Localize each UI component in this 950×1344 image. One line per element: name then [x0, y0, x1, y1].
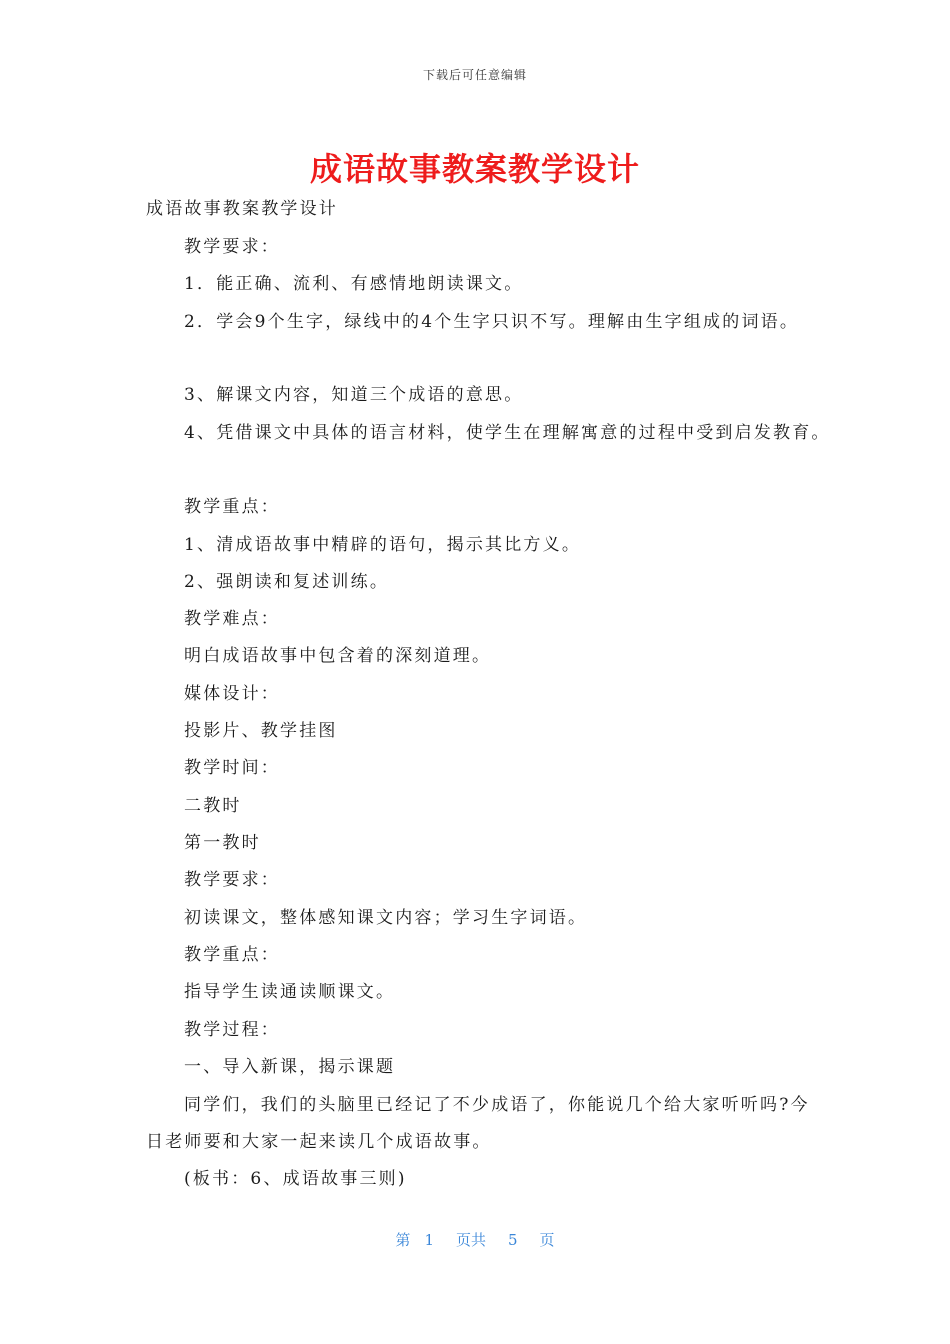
page-footer	[0, 1229, 950, 1250]
text-line: 初读课文，整体感知课文内容；学习生字词语。	[184, 908, 588, 928]
text-line: 教学重点：	[184, 945, 280, 965]
text-line: 教学时间：	[184, 758, 280, 778]
page-middle: 页共	[455, 1231, 486, 1249]
text-line: 教学难点：	[184, 609, 280, 629]
text-line: 媒体设计：	[184, 684, 280, 704]
subtitle-line: 成语故事教案教学设计	[146, 199, 338, 219]
text-line: 投影片、教学挂图	[184, 721, 338, 741]
text-line: 一、导入新课，揭示课题	[184, 1057, 396, 1077]
document-title: 成语故事教案教学设计	[309, 150, 640, 188]
text-line: 4、凭借课文中具体的语言材料，使学生在理解寓意的过程中受到启发教育。	[184, 423, 831, 443]
text-line: 二教时	[184, 796, 242, 816]
text-line: 日老师要和大家一起来读几个成语故事。	[146, 1132, 492, 1152]
text-line: 2、强朗读和复述训练。	[184, 572, 390, 592]
text-line: (板书：6、成语故事三则)	[184, 1169, 407, 1189]
text-line: 同学们，我们的头脑里已经记了不少成语了，你能说几个给大家听听吗?今	[184, 1095, 810, 1115]
text-line: 教学要求：	[184, 870, 280, 890]
text-line: 第一教时	[184, 833, 261, 853]
text-line: 指导学生读通读顺课文。	[184, 982, 396, 1002]
text-line: 教学过程：	[184, 1020, 280, 1040]
text-line: 教学重点：	[184, 497, 280, 517]
text-line: 教学要求：	[184, 237, 280, 257]
page-suffix: 页	[539, 1231, 555, 1249]
text-line: 1．能正确、流利、有感情地朗读课文。	[184, 274, 524, 294]
page-total: 5	[508, 1231, 518, 1249]
text-line: 1、清成语故事中精辟的语句，揭示其比方义。	[184, 535, 582, 555]
page-current: 1	[424, 1231, 434, 1249]
header-note: 下载后可任意编辑	[422, 68, 527, 82]
text-line: 明白成语故事中包含着的深刻道理。	[184, 646, 492, 666]
text-line: 2．学会9个生字，绿线中的4个生字只识不写。理解由生字组成的词语。	[184, 312, 800, 332]
text-line: 3、解课文内容，知道三个成语的意思。	[184, 385, 524, 405]
page-prefix: 第	[395, 1231, 411, 1249]
